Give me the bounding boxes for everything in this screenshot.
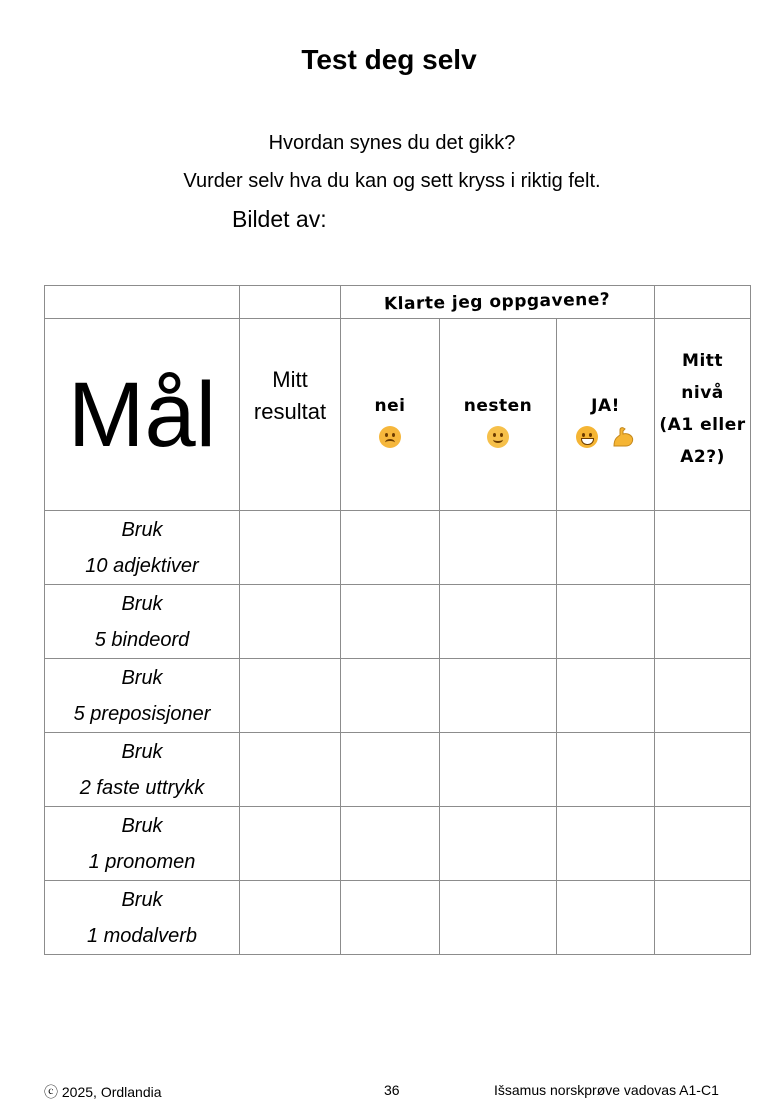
goal-cell: Bruk 5 bindeord: [45, 585, 240, 659]
no-checkbox-cell[interactable]: [341, 807, 440, 881]
flexed-biceps-icon: [611, 426, 635, 448]
empty-header-cell: [45, 286, 240, 319]
goal-cell: Bruk 5 preposisjoner: [45, 659, 240, 733]
no-checkbox-cell[interactable]: [341, 585, 440, 659]
page-number: 36: [384, 1082, 400, 1098]
goal-cell: Bruk 1 modalverb: [45, 881, 240, 955]
self-assessment-table: [44, 285, 751, 955]
yes-checkbox-cell[interactable]: [557, 733, 655, 807]
almost-checkbox-cell[interactable]: [440, 659, 557, 733]
table-row: [45, 807, 751, 881]
footer-copyright: ⓒ 2025, Ordlandia: [44, 1084, 162, 1100]
grinning-face-icon: [576, 426, 598, 448]
result-header: Mitt resultat: [240, 319, 341, 511]
intro-instruction: Vurder selv hva du kan og sett kryss i riktig felt.: [183, 170, 601, 192]
no-checkbox-cell[interactable]: [341, 733, 440, 807]
almost-checkbox-cell[interactable]: [440, 585, 557, 659]
almost-checkbox-cell[interactable]: [440, 807, 557, 881]
result-cell[interactable]: [240, 585, 341, 659]
yes-checkbox-cell[interactable]: [557, 807, 655, 881]
goal-cell: Bruk 10 adjektiver: [45, 511, 240, 585]
frowning-face-icon: [379, 426, 401, 448]
yes-checkbox-cell[interactable]: [557, 659, 655, 733]
goal-cell: Bruk 1 pronomen: [45, 807, 240, 881]
table-row: [45, 733, 751, 807]
table-row: [45, 659, 751, 733]
level-cell[interactable]: [655, 881, 751, 955]
almost-checkbox-cell[interactable]: [440, 733, 557, 807]
no-column-header: nei: [341, 319, 440, 511]
no-checkbox-cell[interactable]: [341, 881, 440, 955]
no-checkbox-cell[interactable]: [341, 659, 440, 733]
level-column-header: Mitt nivå (A1 eller A2?): [655, 319, 751, 511]
table-row: [45, 881, 751, 955]
almost-column-header: nesten: [440, 319, 557, 511]
result-cell[interactable]: [240, 659, 341, 733]
result-cell[interactable]: [240, 881, 341, 955]
no-checkbox-cell[interactable]: [341, 511, 440, 585]
yes-checkbox-cell[interactable]: [557, 881, 655, 955]
image-credit-label: Bildet av:: [232, 206, 327, 232]
level-cell[interactable]: [655, 733, 751, 807]
page-title: Test deg selv: [301, 44, 477, 75]
empty-header-cell: [655, 286, 751, 319]
empty-header-cell: [240, 286, 341, 319]
level-cell[interactable]: [655, 659, 751, 733]
slightly-smiling-face-icon: [487, 426, 509, 448]
result-cell[interactable]: [240, 733, 341, 807]
level-cell[interactable]: [655, 511, 751, 585]
yes-column-header: JA!: [557, 319, 655, 511]
result-cell[interactable]: [240, 511, 341, 585]
table-row: [45, 585, 751, 659]
goal-header: Mål: [45, 319, 240, 511]
almost-checkbox-cell[interactable]: [440, 511, 557, 585]
result-cell[interactable]: [240, 807, 341, 881]
table-row: [45, 511, 751, 585]
footer-book-title: Išsamus norskprøve vadovas A1-C1: [494, 1082, 719, 1098]
level-cell[interactable]: [655, 585, 751, 659]
almost-checkbox-cell[interactable]: [440, 881, 557, 955]
yes-checkbox-cell[interactable]: [557, 585, 655, 659]
level-cell[interactable]: [655, 807, 751, 881]
did-i-manage-header: Klarte jeg oppgavene?: [341, 286, 655, 319]
goal-cell: Bruk 2 faste uttrykk: [45, 733, 240, 807]
yes-checkbox-cell[interactable]: [557, 511, 655, 585]
intro-question: Hvordan synes du det gikk?: [268, 132, 516, 154]
